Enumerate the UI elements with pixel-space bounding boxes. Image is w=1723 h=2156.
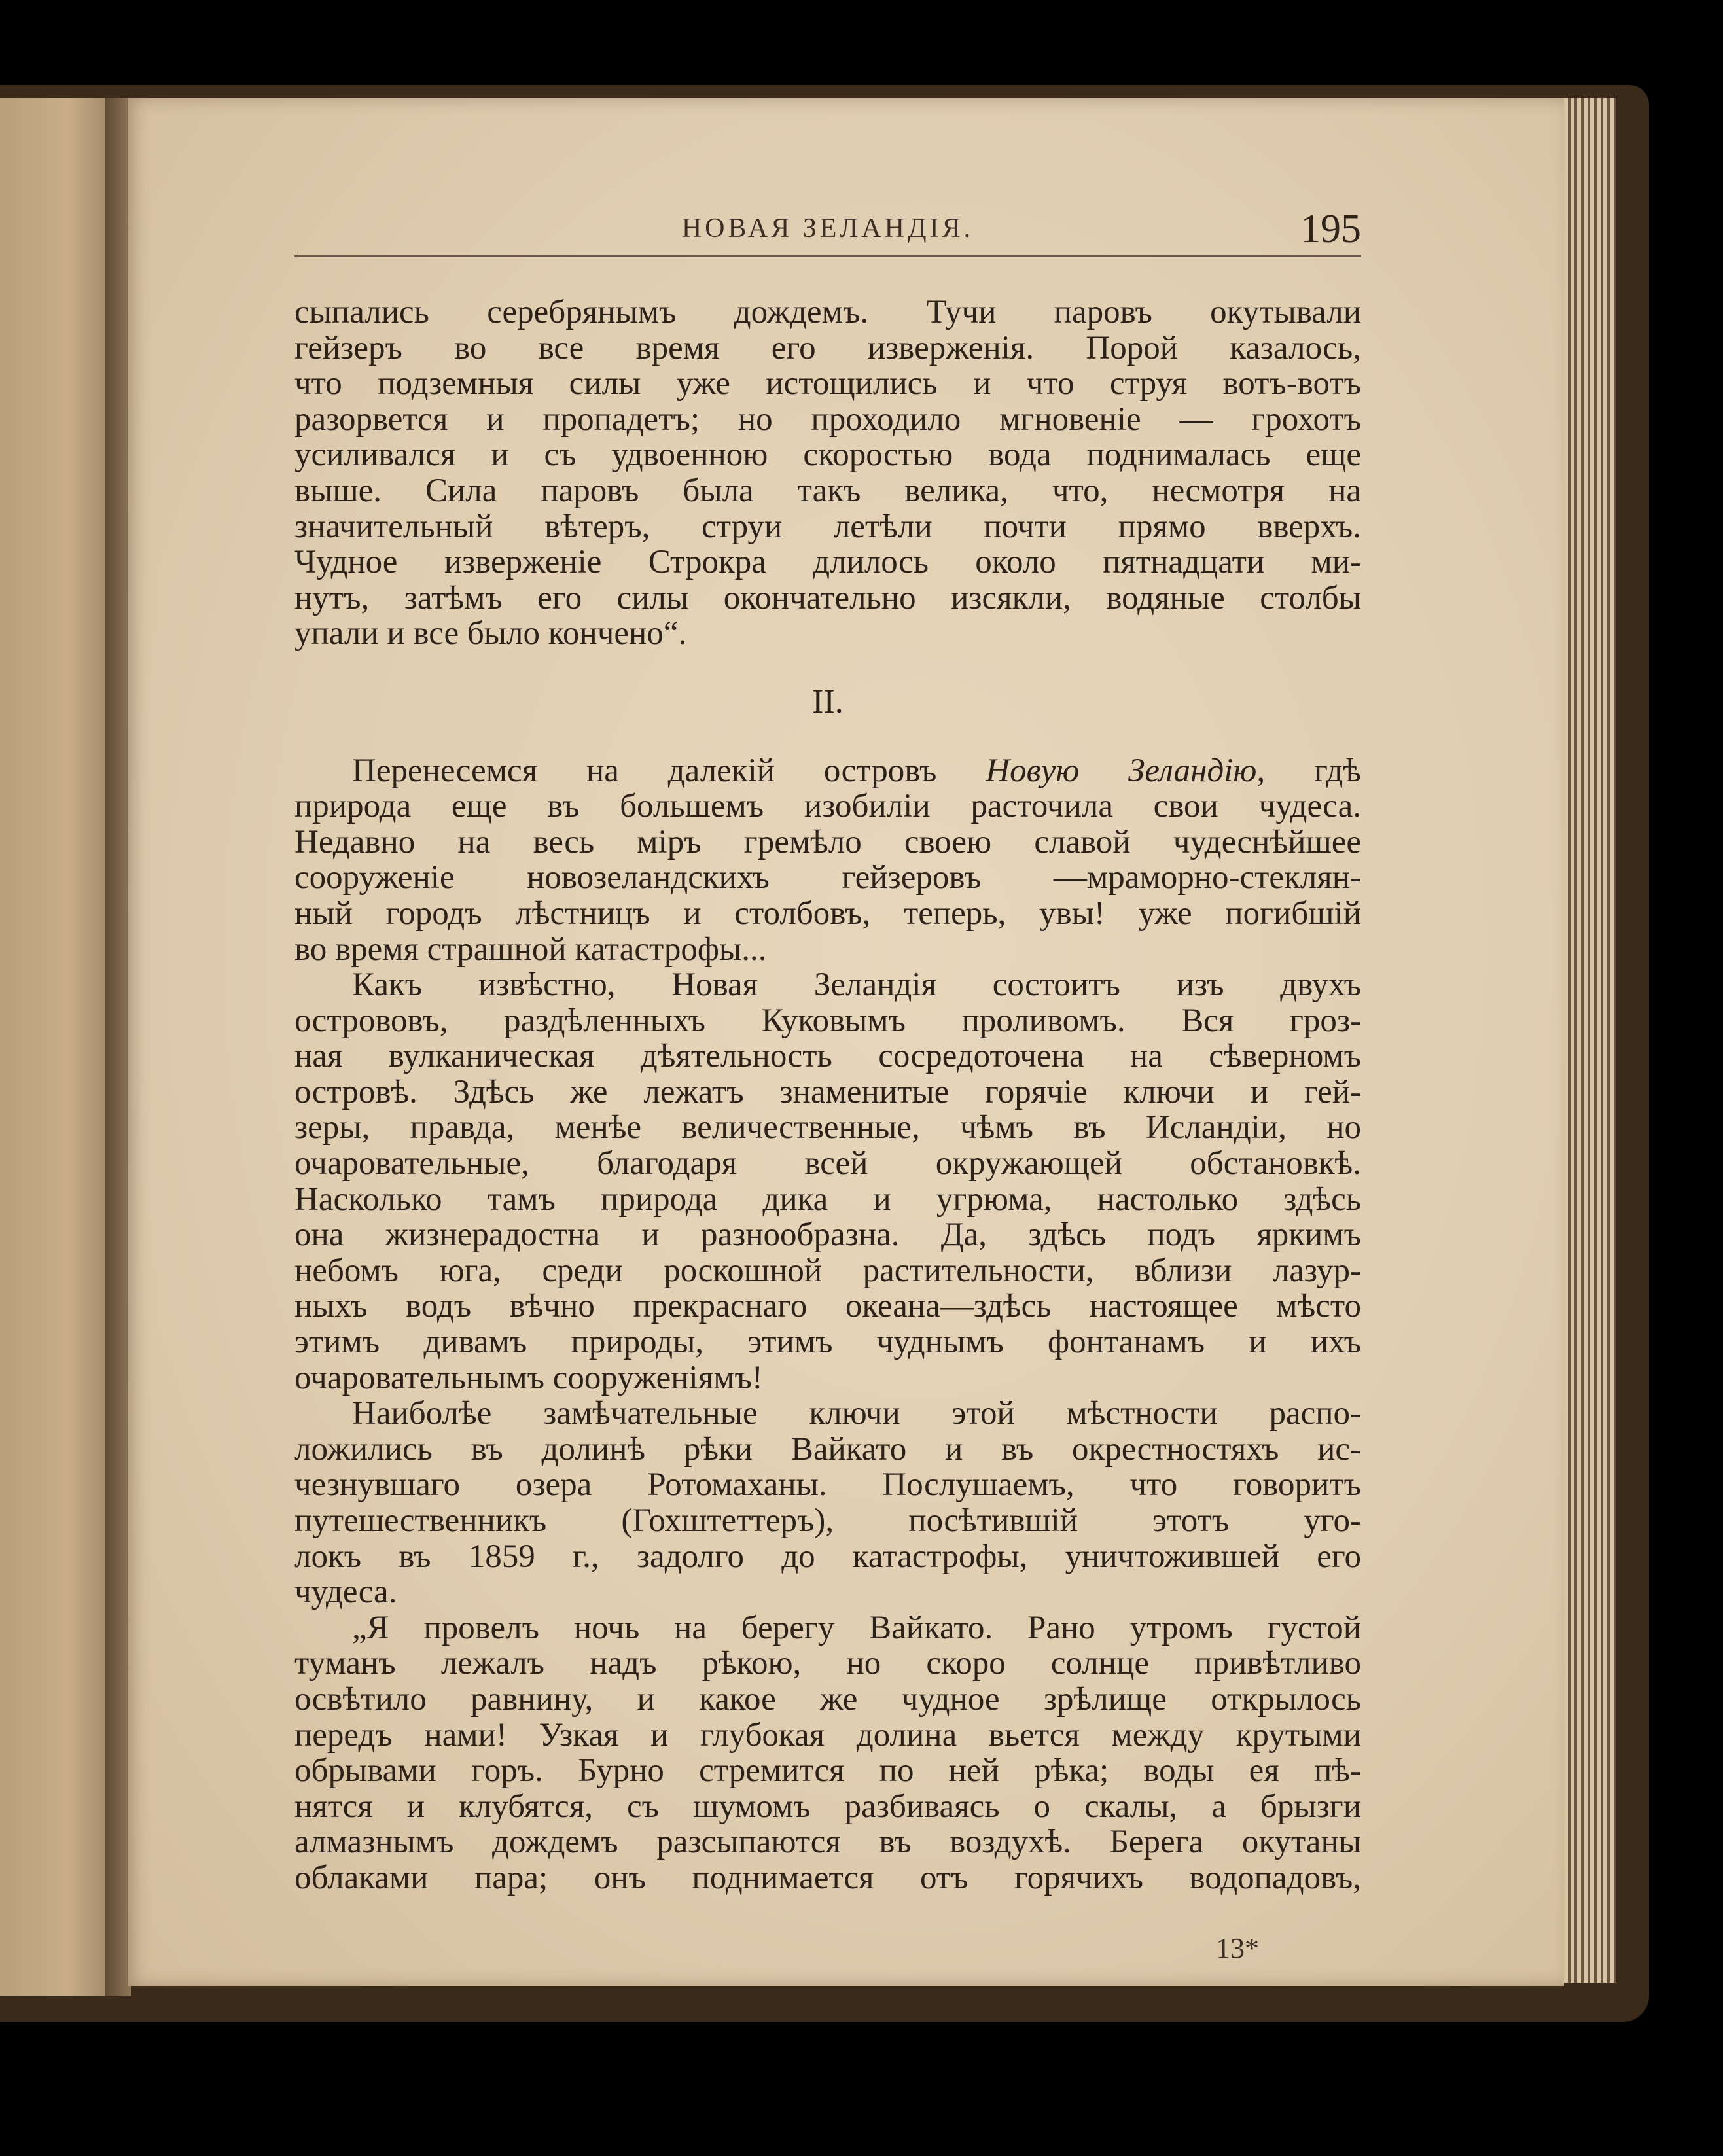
text-line: ная вулканическая дѣятельность сосредоточена на сѣверномъ bbox=[294, 1038, 1361, 1075]
text-line: острововъ, раздѣленныхъ Куковымъ проливомъ. Вся гроз- bbox=[294, 1002, 1361, 1039]
text-line: выше. Сила паровъ была такъ велика, что, несмотря на bbox=[294, 472, 1361, 509]
text-line: Чудное изверженіе Строкра длилось около пятнадцати ми- bbox=[294, 544, 1361, 581]
header-rule bbox=[294, 255, 1361, 257]
text-line: она жизнерадостна и разнообразна. Да, здѣсь подъ яркимъ bbox=[294, 1216, 1361, 1254]
text-line: ложились въ долинѣ рѣки Вайкато и въ окрестностяхъ ис- bbox=[294, 1430, 1361, 1468]
section-number: II. bbox=[812, 682, 844, 720]
page-stack-edge bbox=[1557, 98, 1616, 1983]
text-line: ныхъ водъ вѣчно прекраснаго океана—здѣсь настоящее мѣсто bbox=[294, 1288, 1361, 1325]
text-line: островѣ. Здѣсь же лежатъ знаменитые горячіе ключи и гей- bbox=[294, 1073, 1361, 1110]
text-line: „Я провелъ ночь на берегу Вайкато. Рано утромъ густой bbox=[352, 1609, 1361, 1646]
text-line: нятся и клубятся, съ шумомъ разбиваясь о скалы, а брызги bbox=[294, 1788, 1361, 1825]
text-line: небомъ юга, среди роскошной растительности, вблизи лазур- bbox=[294, 1252, 1361, 1289]
text-line: значительный вѣтеръ, струи летѣли почти прямо вверхъ. bbox=[294, 508, 1361, 545]
text-line: освѣтило равнину, и какое же чудное зрѣлище открылось bbox=[294, 1680, 1361, 1718]
text-line: во время страшной катастрофы... bbox=[294, 930, 767, 968]
text-line: очаровательные, благодаря всей окружающей обстановкѣ. bbox=[294, 1145, 1361, 1182]
running-head-title: НОВАЯ ЗЕЛАНДІЯ. bbox=[681, 213, 974, 243]
page-body bbox=[294, 294, 1361, 1896]
text-line: сооруженіе новозеландскихъ гейзеровъ —мраморно-стеклян- bbox=[294, 859, 1361, 896]
page-number: 195 bbox=[1300, 207, 1361, 251]
text-line: алмазнымъ дождемъ разсыпаются въ воздухѣ. Берега окутаны bbox=[294, 1824, 1361, 1861]
text-line: очаровательнымъ сооруженіямъ! bbox=[294, 1359, 763, 1396]
left-page-edge bbox=[0, 98, 115, 1996]
text-line: усиливался и съ удвоенною скоростью вода поднималась еще bbox=[294, 436, 1361, 474]
text-line: упали и все было кончено“. bbox=[294, 615, 687, 652]
paragraph-2 bbox=[294, 753, 1361, 968]
italic-place-name: Новую Зеландію, bbox=[986, 752, 1266, 789]
text-line: гейзеръ во все время его изверженія. Порой казалось, bbox=[294, 329, 1361, 366]
text-line: Какъ извѣстно, Новая Зеландія состоитъ изъ двухъ bbox=[352, 966, 1361, 1004]
text-line: Недавно на весь міръ гремѣло своею славой чудеснѣйшее bbox=[294, 823, 1361, 860]
text-line: Наиболѣе замѣчательные ключи этой мѣстности распо- bbox=[352, 1395, 1361, 1432]
text-line: локъ въ 1859 г., задолго до катастрофы, уничтожившей его bbox=[294, 1538, 1361, 1575]
text-segment: Перенесемся на далекій островъ bbox=[352, 752, 986, 789]
text-line: ный городъ лѣстницъ и столбовъ, теперь, увы! уже погибшій bbox=[294, 894, 1361, 932]
running-head bbox=[294, 206, 1361, 258]
text-line: зеры, правда, менѣе величественные, чѣмъ въ Исландіи, но bbox=[294, 1109, 1361, 1146]
book-gutter bbox=[105, 98, 131, 1996]
text-line: что подземныя силы уже истощились и что струя вотъ-вотъ bbox=[294, 365, 1361, 402]
text-line: чудеса. bbox=[294, 1574, 397, 1611]
text-line: сыпались серебрянымъ дождемъ. Тучи паровъ окутывали bbox=[294, 294, 1361, 330]
text-line: облаками пара; онъ поднимается отъ горячихъ водопадовъ, bbox=[294, 1859, 1361, 1896]
text-line: чезнувшаго озера Ротомаханы. Послушаемъ, что говоритъ bbox=[294, 1466, 1361, 1504]
text-line: природа еще въ большемъ изобиліи расточила свои чудеса. bbox=[294, 788, 1361, 825]
paragraph-1 bbox=[294, 294, 1361, 652]
printer-signature-mark: 13* bbox=[1216, 1932, 1259, 1964]
text-line: нутъ, затѣмъ его силы окончательно изсякли, водяные столбы bbox=[294, 579, 1361, 616]
text-line bbox=[294, 753, 1361, 789]
paragraph-3 bbox=[294, 967, 1361, 1396]
text-line: путешественникъ (Гохштеттеръ), посѣтившій этотъ уго- bbox=[294, 1502, 1361, 1539]
text-line: Насколько тамъ природа дика и угрюма, настолько здѣсь bbox=[294, 1180, 1361, 1218]
text-line: туманъ лежалъ надъ рѣкою, но скоро солнце привѣтливо bbox=[294, 1645, 1361, 1682]
paragraph-5 bbox=[294, 1610, 1361, 1896]
text-line: передъ нами! Узкая и глубокая долина вьется между крутыми bbox=[294, 1716, 1361, 1754]
text-line: разорвется и пропадетъ; но проходило мгновеніе — грохотъ bbox=[294, 400, 1361, 438]
paragraph-4 bbox=[294, 1396, 1361, 1610]
text-line: этимъ дивамъ природы, этимъ чуднымъ фонтанамъ и ихъ bbox=[294, 1324, 1361, 1361]
text-line: обрывами горъ. Бурно стремится по ней рѣка; воды ея пѣ- bbox=[294, 1752, 1361, 1790]
text-segment: гдѣ bbox=[1265, 752, 1361, 789]
